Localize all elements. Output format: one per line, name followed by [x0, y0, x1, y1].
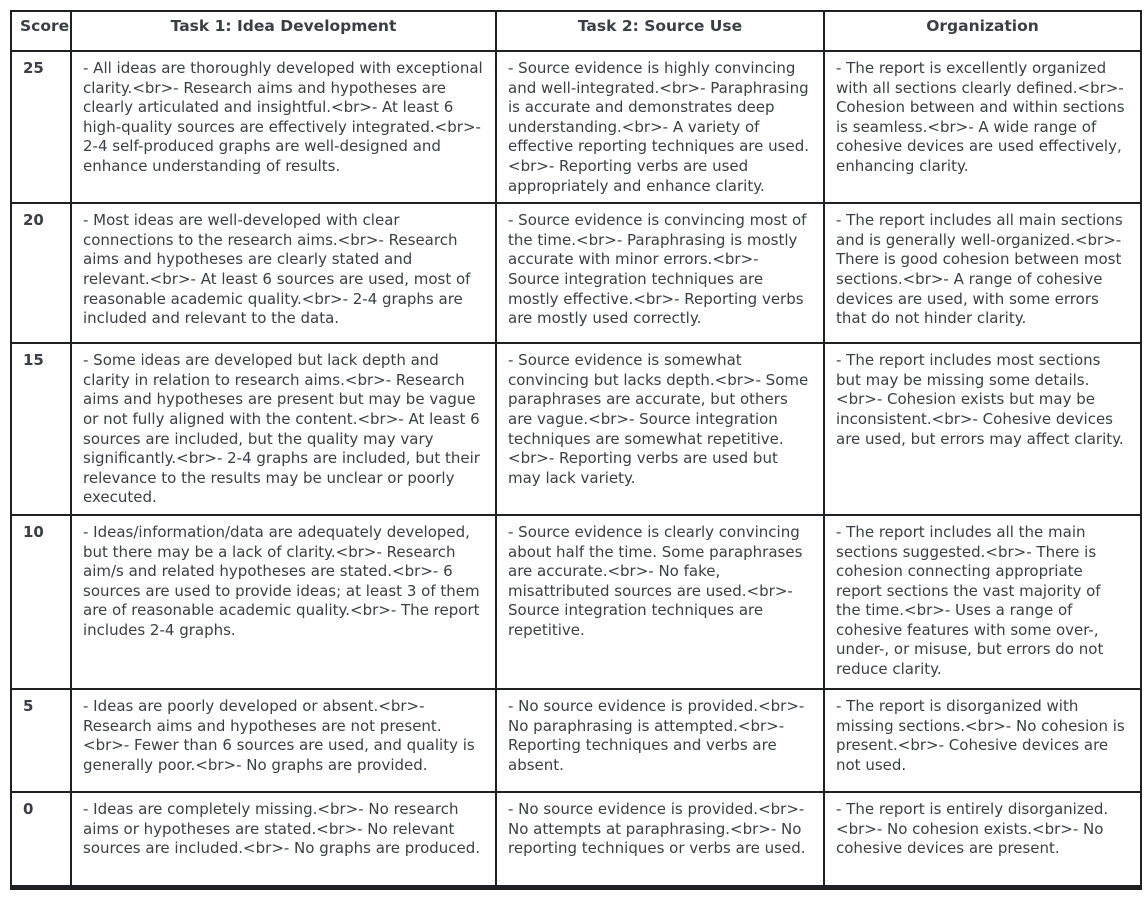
- task2-cell: - Source evidence is convincing most of the time.<br>- Paraphrasing is mostly accurate with minor errors.<br>- Source integration techniques are mostly effective.<br>- Reporting verbs are mostly used correctly.: [496, 203, 824, 343]
- column-header-task1: Task 1: Idea Development: [71, 11, 496, 51]
- task2-cell: - Source evidence is highly convincing and well-integrated.<br>- Paraphrasing is accurate and demonstrates deep understanding.<br>- A variety of effective reporting techniques are used.<br>- Reporting verbs are used appropriately and enhance clarity.: [496, 51, 824, 203]
- score-cell: 0: [11, 792, 71, 888]
- organization-cell: - The report includes all main sections and is generally well-organized.<br>- There is good cohesion between most sections.<br>- A range of cohesive devices are used, with some errors that do not hinder clarity.: [824, 203, 1141, 343]
- organization-cell: - The report is disorganized with missing sections.<br>- No cohesion is present.<br>- Cohesive devices are not used.: [824, 689, 1141, 792]
- task2-cell: - Source evidence is clearly convincing about half the time. Some paraphrases are accurate.<br>- No fake, misattributed sources are used.<br>- Source integration techniques are repetitive.: [496, 515, 824, 689]
- score-cell: 5: [11, 689, 71, 792]
- task1-cell: - Ideas are completely missing.<br>- No research aims or hypotheses are stated.<br>- No relevant sources are included.<br>- No graphs are produced.: [71, 792, 496, 888]
- table-row-score-0: [11, 792, 1141, 888]
- table-row-score-20: [11, 203, 1141, 343]
- task1-cell: - Ideas are poorly developed or absent.<br>- Research aims and hypotheses are not present.<br>- Fewer than 6 sources are used, and quality is generally poor.<br>- No graphs are provided.: [71, 689, 496, 792]
- task1-cell: - Ideas/information/data are adequately developed, but there may be a lack of clarity.<br>- Research aim/s and related hypotheses are stated.<br>- 6 sources are used to provide ideas; at least 3 of them are of reasonable academic quality.<br>- The report includes 2-4 graphs.: [71, 515, 496, 689]
- header-row: [11, 11, 1141, 51]
- score-cell: 15: [11, 343, 71, 515]
- task2-cell: - Source evidence is somewhat convincing but lacks depth.<br>- Some paraphrases are accurate, but others are vague.<br>- Source integration techniques are somewhat repetitive.<br>- Reporting verbs are used but may lack variety.: [496, 343, 824, 515]
- organization-cell: - The report includes most sections but may be missing some details.<br>- Cohesion exists but may be inconsistent.<br>- Cohesive devices are used, but errors may affect clarity.: [824, 343, 1141, 515]
- organization-cell: - The report is excellently organized with all sections clearly defined.<br>- Cohesion between and within sections is seamless.<br>- A wide range of cohesive devices are used effectively, enhancing clarity.: [824, 51, 1141, 203]
- column-header-organization: Organization: [824, 11, 1141, 51]
- table-row-score-25: [11, 51, 1141, 203]
- rubric-table: [10, 10, 1142, 890]
- organization-cell: - The report includes all the main sections suggested.<br>- There is cohesion connecting appropriate report sections the vast majority of the time.<br>- Uses a range of cohesive features with some over-, under-, or misuse, but errors do not reduce clarity.: [824, 515, 1141, 689]
- task2-cell: - No source evidence is provided.<br>- No paraphrasing is attempted.<br>- Reporting techniques and verbs are absent.: [496, 689, 824, 792]
- score-cell: 25: [11, 51, 71, 203]
- table-row-score-5: [11, 689, 1141, 792]
- task1-cell: - Most ideas are well-developed with clear connections to the research aims.<br>- Research aims and hypotheses are clearly stated and relevant.<br>- At least 6 sources are used, most of reasonable academic quality.<br>- 2-4 graphs are included and relevant to the data.: [71, 203, 496, 343]
- table-row-score-10: [11, 515, 1141, 689]
- score-cell: 20: [11, 203, 71, 343]
- table-row-score-15: [11, 343, 1141, 515]
- column-header-score: Score: [11, 11, 71, 51]
- task1-cell: - All ideas are thoroughly developed with exceptional clarity.<br>- Research aims and hypotheses are clearly articulated and insightful.<br>- At least 6 high-quality sources are effectively integrated.<br>- 2-4 self-produced graphs are well-designed and enhance understanding of results.: [71, 51, 496, 203]
- task1-cell: - Some ideas are developed but lack depth and clarity in relation to research aims.<br>- Research aims and hypotheses are present but may be vague or not fully aligned with the content.<br>- At least 6 sources are included, but the quality may vary significantly.<br>- 2-4 graphs are included, but their relevance to the results may be unclear or poorly executed.: [71, 343, 496, 515]
- task2-cell: - No source evidence is provided.<br>- No attempts at paraphrasing.<br>- No reporting techniques or verbs are used.: [496, 792, 824, 888]
- organization-cell: - The report is entirely disorganized.<br>- No cohesion exists.<br>- No cohesive devices are present.: [824, 792, 1141, 888]
- score-cell: 10: [11, 515, 71, 689]
- column-header-task2: Task 2: Source Use: [496, 11, 824, 51]
